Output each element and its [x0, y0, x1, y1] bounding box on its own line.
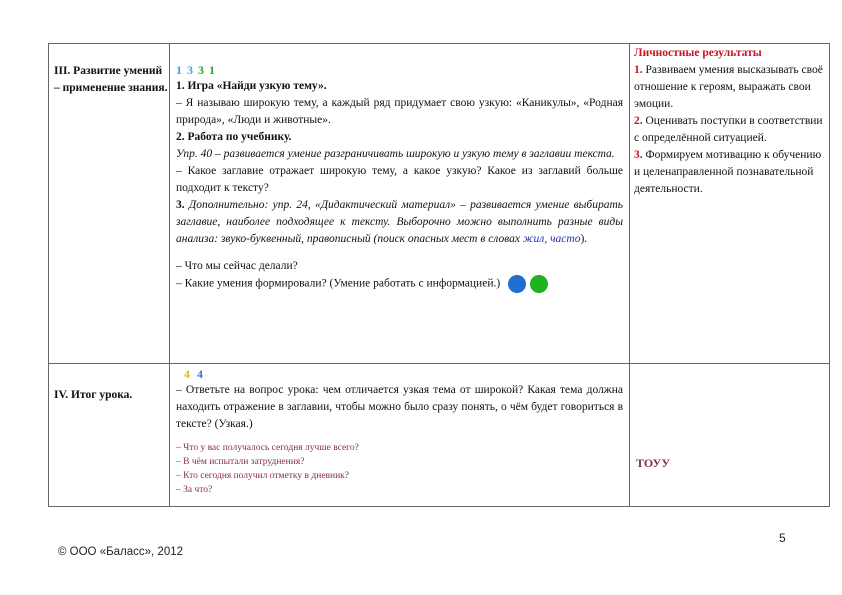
results-cell: [630, 364, 830, 507]
number-4: 1: [209, 63, 215, 77]
game-title: 1. Игра «Найди узкую тему».: [176, 80, 327, 92]
blue-circle-icon: [508, 275, 526, 293]
question-text: – Какое заглавие отражает широкую тему, а какое узкую? Какое из заглавий больше подходит к тексту?: [176, 165, 623, 194]
question-skills-text: – Какие умения формировали? (Умение работать с информацией.): [176, 277, 501, 290]
result-item: 2. Оценивать поступки в соответствии с определённой ситуацией.: [634, 115, 823, 144]
results-block: [630, 44, 829, 199]
result-item: 1. Развиваем умения высказывать своё отношение к героям, выражать свои эмоции.: [634, 64, 823, 110]
reflection-questions: [176, 441, 623, 497]
number-2: 3: [187, 63, 193, 77]
game-text: – Я называю широкую тему, а каждый ряд придумает свою узкую: «Каникулы», «Родная природа», «Люди и животные».: [176, 97, 623, 126]
self-assessment-circles: [508, 275, 548, 293]
page-number: 5: [779, 531, 786, 545]
extra-task: [176, 197, 623, 248]
question-done: – Что мы сейчас делали?: [176, 260, 298, 272]
list-item: – В чём испытали затруднения?: [176, 457, 305, 467]
stage-title: IV. Итог урока.: [54, 389, 133, 401]
list-item: – За что?: [176, 485, 213, 495]
result-item: 3. Формируем мотивацию к обучению и целенаправленной познавательной деятельности.: [634, 149, 822, 195]
stage-title: III. Развитие умений – применение знания.: [54, 65, 168, 94]
exercise-text: Упр. 40 – развивается умение разграничивать широкую и узкую тему в заглавии текста.: [176, 148, 615, 160]
copyright-footer: © ООО «Баласс», 2012: [58, 546, 184, 558]
content-cell: [170, 364, 630, 507]
table-row: [49, 44, 830, 364]
number-3: 3: [198, 63, 204, 77]
list-item: – Что у вас получалось сегодня лучше всего?: [176, 443, 359, 453]
task-numbers: [176, 366, 623, 382]
summary-question: – Ответьте на вопрос урока: чем отличается узкая тема от широкой? Какая тема должна находить отражение в заглавии, чтобы можно было сразу понять, о чём будет говориться в тексте? (Узкая.): [176, 384, 623, 430]
content-cell: [170, 44, 630, 364]
content-block: [170, 364, 629, 499]
extra-words: жил, часто: [522, 233, 581, 245]
task-numbers: [176, 62, 623, 78]
extra-end: ).: [580, 233, 588, 245]
number-1: 1: [176, 63, 182, 77]
lesson-table: [48, 43, 830, 507]
extra-text: Дополнительно: упр. 24, «Дидактический материал» – развивается умение выбирать заглавие, наиболее подходящее к тексту. Выборочно можно выполнить разные виды анализа: звуко-буквенный, правописный (поиск опасных мест в словах: [176, 199, 623, 245]
table-row: [49, 364, 830, 507]
content-block: [170, 44, 629, 297]
green-circle-icon: [530, 275, 548, 293]
result-label: ТОУУ: [636, 456, 671, 470]
textbook-title: 2. Работа по учебнику.: [176, 131, 292, 143]
number-2: 4: [197, 367, 203, 381]
results-cell: [630, 44, 830, 364]
stage-cell: [49, 364, 170, 507]
number-1: 4: [184, 367, 190, 381]
list-item: – Кто сегодня получил отметку в дневник?: [176, 471, 350, 481]
question-skills: [176, 275, 623, 293]
results-title: Личностные результаты: [634, 47, 762, 59]
stage-cell: [49, 44, 170, 364]
extra-num: 3.: [176, 199, 185, 211]
